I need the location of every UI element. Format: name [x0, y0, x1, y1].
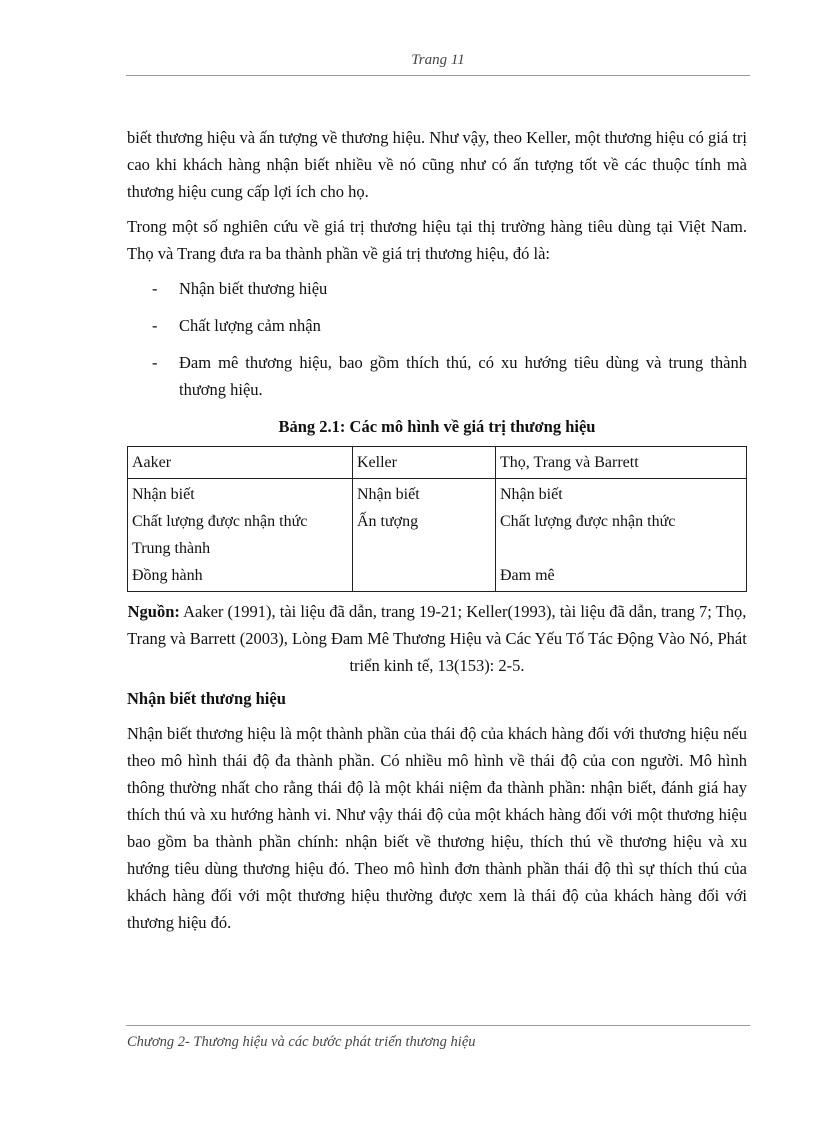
list-item-text: Đam mê thương hiệu, bao gồm thích thú, có xu hướng tiêu dùng và trung thành thương hiệu. — [179, 353, 747, 399]
table-header-row — [128, 447, 747, 479]
page-header: Trang 11 — [411, 52, 465, 68]
component-list — [127, 275, 747, 403]
cell-line: Chất lượng được nhận thức — [132, 513, 308, 530]
cell-line: Trung thành — [132, 540, 211, 557]
header-divider — [126, 75, 750, 76]
column-header: Thọ, Trang và Barrett — [496, 447, 747, 479]
source-text: Aaker (1991), tài liệu đã dẫn, trang 19-21; Keller(1993), tài liệu đã dẫn, trang 7; Thọ, Trang và Barrett (2003), Lòng Đam Mê Thương Hiệu và Các Yếu Tố Tác Động Vào Nó, Phát triển kinh tế, 13(153): 2-5. — [127, 602, 747, 675]
cell-line: Chất lượng được nhận thức — [500, 513, 676, 530]
table-source — [127, 598, 747, 679]
column-header: Aaker — [128, 447, 353, 479]
cell-line — [357, 535, 491, 562]
dash-bullet: - — [152, 279, 158, 298]
dash-bullet: - — [152, 353, 158, 372]
paragraph-2: Trong một số nghiên cứu về giá trị thương hiệu tại thị trường hàng tiêu dùng tại Việt Nam. Thọ và Trang đưa ra ba thành phần về giá trị thương hiệu, đó là: — [127, 217, 747, 263]
dash-bullet: - — [152, 316, 158, 335]
cell-line: Nhận biết — [500, 486, 563, 503]
paragraph-3: Nhận biết thương hiệu là một thành phần của thái độ của khách hàng đối với thương hiệu nếu theo mô hình thái độ đa thành phần. Có nhiều mô hình về thái độ của con người. Mô hình thông thường nhất cho rằng thái độ là một khái niệm đa thành phần: nhận biết, đánh giá hay thích thú và xu hướng hành vi. Như vậy thái độ của một khách hàng đối với một thương hiệu bao gồm ba thành phần chính: nhận biết về thương hiệu, thích thú về thương hiệu và xu hướng tiêu dùng thương hiệu đó. Theo mô hình đơn thành phần thái độ thì sự thích thú của khách hàng đối với một thương hiệu thường được xem là thái độ của khách hàng đối với thương hiệu đó. — [127, 724, 747, 932]
cell-line: Đồng hành — [132, 567, 203, 584]
table-row — [128, 479, 747, 592]
cell-line: Nhận biết — [357, 486, 420, 503]
table-caption: Bảng 2.1: Các mô hình về giá trị thương hiệu — [278, 417, 596, 436]
column-header: Keller — [353, 447, 496, 479]
table-cell-keller — [353, 479, 496, 592]
cell-line: Nhận biết — [132, 486, 195, 503]
section-heading: Nhận biết thương hiệu — [127, 689, 286, 708]
cell-line: Đam mê — [500, 567, 555, 584]
page-content — [127, 124, 747, 944]
list-item — [127, 349, 747, 403]
list-item-text: Nhận biết thương hiệu — [179, 279, 328, 298]
cell-line — [500, 535, 742, 562]
source-label: Nguồn: — [127, 602, 180, 621]
cell-line — [357, 562, 491, 589]
list-item-text: Chất lượng cảm nhận — [179, 316, 321, 335]
page-footer: Chương 2- Thương hiệu và các bước phát triển thương hiệu — [127, 1034, 476, 1050]
list-item — [127, 275, 747, 302]
table-cell-aaker — [128, 479, 353, 592]
cell-line: Ấn tượng — [357, 513, 419, 530]
list-item — [127, 312, 747, 339]
footer-divider — [126, 1025, 750, 1026]
table-cell-tho-trang-barrett — [496, 479, 747, 592]
paragraph-1: biết thương hiệu và ấn tượng về thương hiệu. Như vậy, theo Keller, một thương hiệu có giá trị cao khi khách hàng nhận biết nhiều về nó cũng như có ấn tượng tốt về các thuộc tính mà thương hiệu cung cấp lợi ích cho họ. — [127, 128, 747, 201]
brand-equity-models-table — [127, 446, 747, 592]
